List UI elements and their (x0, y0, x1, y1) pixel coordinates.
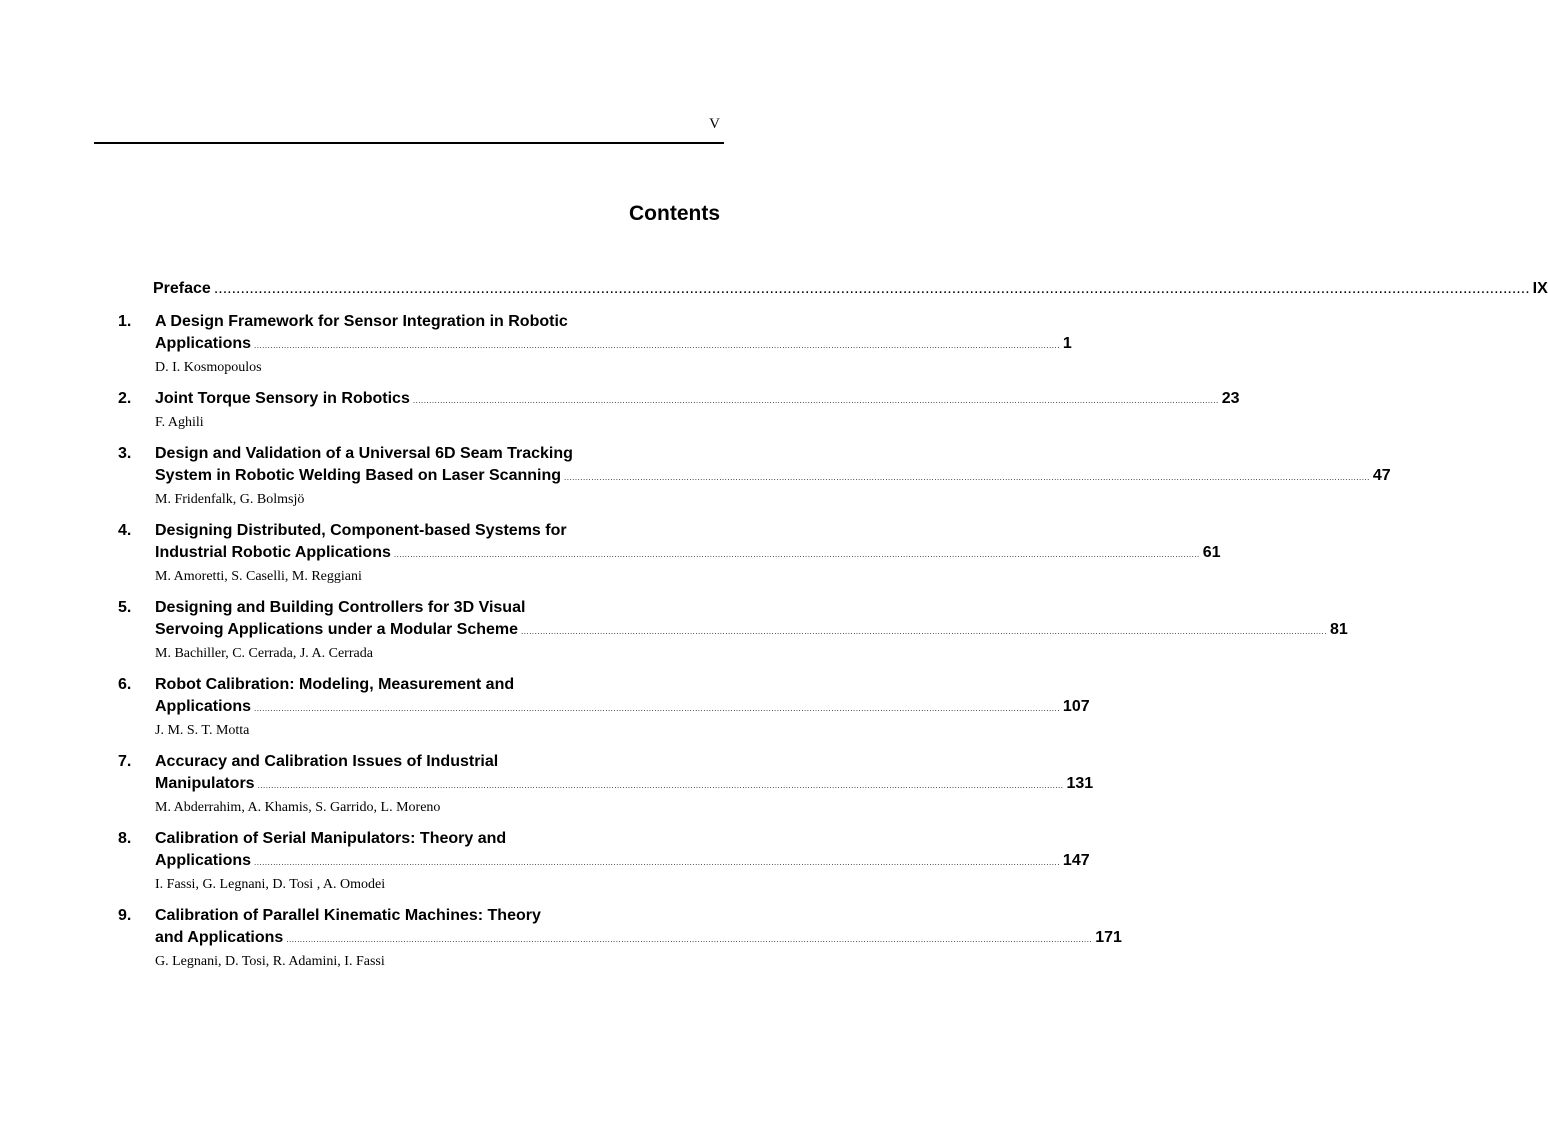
entry-authors: F. Aghili (155, 415, 204, 430)
toc-entry[interactable] (118, 388, 1240, 432)
entry-title-last-line (155, 696, 1090, 720)
entry-body (155, 674, 1090, 740)
entry-number: 1. (118, 313, 132, 330)
entry-title-line: System in Robotic Welding Based on Laser Scanning (155, 467, 561, 484)
entry-page-number: 107 (1062, 698, 1090, 715)
entry-title-line: Industrial Robotic Applications (155, 544, 391, 561)
entry-title-last-line (155, 465, 1391, 489)
toc-entry[interactable] (118, 443, 1391, 509)
entry-page-number: 81 (1329, 621, 1348, 638)
entry-number: 4. (118, 522, 132, 539)
toc-entry[interactable] (118, 597, 1348, 663)
entry-title-line: A Design Framework for Sensor Integration in Robotic (155, 313, 568, 330)
preface-page: IX (1532, 280, 1548, 297)
entry-title-line: Robot Calibration: Modeling, Measurement and (155, 676, 515, 693)
entry-body (155, 443, 1391, 509)
dot-leader (521, 621, 1327, 643)
entry-body (155, 311, 1072, 377)
entry-title-line: Applications (155, 852, 252, 869)
dot-leader (254, 335, 1060, 357)
entry-authors: I. Fassi, G. Legnani, D. Tosi , A. Omodei (155, 877, 386, 892)
toc-entry[interactable] (118, 751, 1094, 817)
entry-number: 8. (118, 830, 132, 847)
entry-number: 5. (118, 599, 132, 616)
entry-title-line: Calibration of Serial Manipulators: Theory and (155, 830, 507, 847)
entry-authors: M. Amoretti, S. Caselli, M. Reggiani (155, 569, 362, 584)
entry-title-last-line (155, 773, 1093, 797)
entry-page-number: 131 (1066, 775, 1094, 792)
entry-title-line: Applications (155, 335, 252, 352)
entry-page-number: 61 (1202, 544, 1221, 561)
entry-title-line: Manipulators (155, 775, 255, 792)
entry-page-number: 1 (1062, 335, 1072, 352)
page-number: V (709, 116, 720, 132)
entry-title-line: Servoing Applications under a Modular Scheme (155, 621, 519, 638)
toc-entry[interactable] (118, 674, 1090, 740)
entry-authors: G. Legnani, D. Tosi, R. Adamini, I. Fassi (155, 954, 385, 969)
dot-leader (394, 544, 1200, 566)
entry-authors: J. M. S. T. Motta (155, 723, 250, 738)
entry-body (155, 597, 1348, 663)
preface-label: Preface (153, 280, 211, 297)
entry-body (155, 520, 1221, 586)
entry-title-last-line (155, 927, 1122, 951)
entry-body (155, 751, 1093, 817)
header-rule (94, 142, 724, 144)
entry-title-line: Accuracy and Calibration Issues of Industrial (155, 753, 499, 770)
entry-authors: M. Fridenfalk, G. Bolmsjö (155, 492, 305, 507)
entry-title-line: Designing Distributed, Component-based Systems for (155, 522, 567, 539)
toc-preface-entry[interactable] (153, 278, 1548, 300)
entry-title-line: Design and Validation of a Universal 6D Seam Tracking (155, 445, 573, 462)
toc-entry[interactable] (118, 828, 1090, 894)
entry-body (155, 905, 1122, 971)
entry-title-line: and Applications (155, 929, 284, 946)
dot-leader (214, 278, 1530, 300)
entry-number: 7. (118, 753, 132, 770)
entry-authors: D. I. Kosmopoulos (155, 360, 262, 375)
toc-entries (118, 311, 1391, 971)
entry-number: 9. (118, 907, 132, 924)
entry-page-number: 171 (1095, 929, 1122, 946)
dot-leader (564, 467, 1370, 489)
entry-number: 6. (118, 676, 132, 693)
contents-title: Contents (629, 202, 720, 225)
entry-page-number: 23 (1221, 390, 1240, 407)
entry-page-number: 147 (1062, 852, 1090, 869)
dot-leader (254, 698, 1060, 720)
entry-body (155, 388, 1240, 432)
entry-page-number: 47 (1372, 467, 1391, 484)
dot-leader (286, 929, 1092, 951)
dot-leader (413, 390, 1219, 412)
toc-entry[interactable] (118, 905, 1122, 971)
entry-title-last-line (155, 619, 1348, 643)
table-of-contents (118, 278, 1548, 971)
entry-title-last-line (155, 333, 1072, 357)
toc-entry[interactable] (118, 311, 1072, 377)
entry-title-last-line (155, 850, 1090, 874)
entry-title-last-line (155, 388, 1240, 412)
entry-number: 2. (118, 390, 132, 407)
dot-leader (254, 852, 1060, 874)
entry-body (155, 828, 1090, 894)
entry-title-line: Calibration of Parallel Kinematic Machines: Theory (155, 907, 541, 924)
entry-title-last-line (155, 542, 1221, 566)
entry-title-line: Joint Torque Sensory in Robotics (155, 390, 410, 407)
dot-leader (258, 775, 1064, 797)
entry-number: 3. (118, 445, 132, 462)
toc-entry[interactable] (118, 520, 1221, 586)
entry-title-line: Applications (155, 698, 252, 715)
entry-authors: M. Bachiller, C. Cerrada, J. A. Cerrada (155, 646, 373, 661)
entry-authors: M. Abderrahim, A. Khamis, S. Garrido, L. Moreno (155, 800, 441, 815)
entry-title-line: Designing and Building Controllers for 3D Visual (155, 599, 526, 616)
